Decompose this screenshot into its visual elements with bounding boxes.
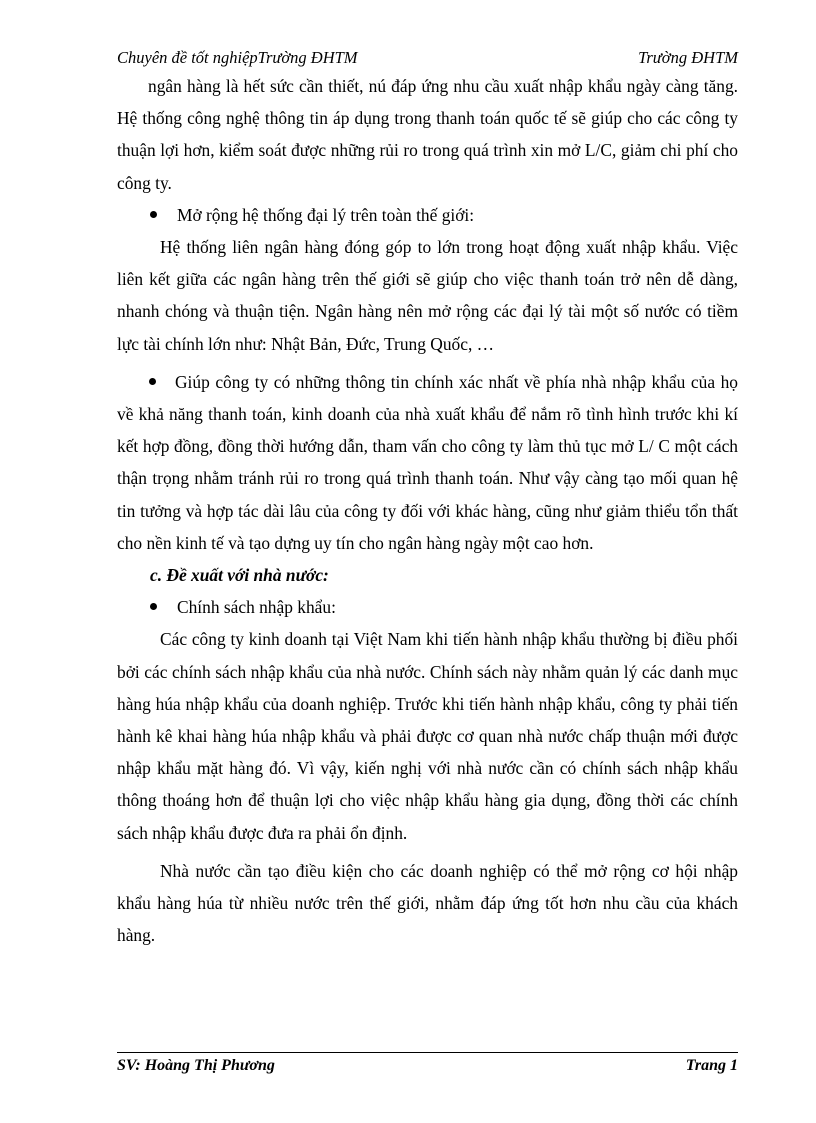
header-left-title: Chuyên đề tốt nghiệpTrường ĐHTM (117, 48, 358, 67)
bullet-3-text: Chính sách nhập khẩu: (177, 597, 336, 618)
bullet-dot-icon (117, 591, 177, 623)
paragraph-3: Các công ty kinh doanh tại Việt Nam khi tiến hành nhập khẩu thường bị điều phối bởi các chính sách nhập khẩu của nhà nước. Chính sách này nhằm quản lý các danh mục hàng húa nhập khẩu của doanh nghiệp. Trước khi tiến hành nhập khẩu, công ty phải tiến hành kê khai hàng húa nhập khẩu và phải được cơ quan nhà nước chấp thuận mới được nhập khẩu mặt hàng đó. Vì vậy, kiến nghị với nhà nước cần có chính sách nhập khẩu thông thoáng hơn để thuận lợi cho việc nhập khẩu hàng gia dụng, đồng thời các chính sách nhập khẩu được đưa ra phải ổn định. (117, 629, 738, 843)
bullet-item-1 (117, 199, 738, 231)
footer-divider (117, 1052, 738, 1053)
bullet-2-text: Giúp công ty có những thông tin chính xác nhất về phía nhà nhập khẩu của họ về khả năng thanh toán, kinh doanh của nhà xuất khẩu để nắm rõ tình hình trước khi kí kết hợp đồng, đồng thời hướng dẫn, tham vấn cho công ty làm thủ tục mở L/ C một cách thận trọng nhằm tránh rủi ro trong quá trình thanh toán. Như vậy càng tạo mối quan hệ tin tưởng và hợp tác dài lâu của công ty đối với khác hàng, cũng như giảm thiểu tổn thất cho nền kinh tế và tạo dựng uy tín cho ngân hàng ngày một cao hơn. (117, 371, 738, 553)
footer-page-number: Trang 1 (685, 1057, 738, 1074)
section-heading-c: c. Đề xuất với nhà nước: (150, 565, 329, 586)
page-footer (117, 1057, 738, 1075)
page-header (117, 48, 738, 68)
bullet-dot-icon (117, 199, 177, 231)
header-right-title: Trường ĐHTM (638, 48, 738, 67)
bullet-1-text: Mở rộng hệ thống đại lý trên toàn thế giới: (177, 204, 475, 225)
bullet-item-3 (117, 591, 738, 623)
paragraph-2: Hệ thống liên ngân hàng đóng góp to lớn trong hoạt động xuất nhập khẩu. Việc liên kết giữa các ngân hàng trên thế giới sẽ giúp cho việc thanh toán trở nên dễ dàng, nhanh chóng và thuận tiện. Ngân hàng nên mở rộng các đại lý tài một số nước có tiềm lực tài chính lớn như: Nhật Bản, Đức, Trung Quốc, … (117, 237, 738, 354)
paragraph-1: ngân hàng là hết sức cần thiết, nú đáp ứng nhu cầu xuất nhập khẩu ngày càng tăng. Hệ thống công nghệ thông tin áp dụng trong thanh toán quốc tế sẽ giúp cho các công ty thuận lợi hơn, kiểm soát được những rủi ro trong quá trình xin mở L/C, giảm chi phí cho công ty. (117, 76, 738, 193)
paragraph-4: Nhà nước cần tạo điều kiện cho các doanh nghiệp có thể mở rộng cơ hội nhập khẩu hàng húa từ nhiều nước trên thế giới, nhằm đáp ứng tốt hơn nhu cầu của khách hàng. (117, 860, 738, 946)
bullet-dot-icon (149, 378, 156, 385)
bullet-item-2 (117, 366, 738, 559)
document-body (117, 70, 738, 951)
footer-author: SV: Hoàng Thị Phương (117, 1057, 275, 1074)
